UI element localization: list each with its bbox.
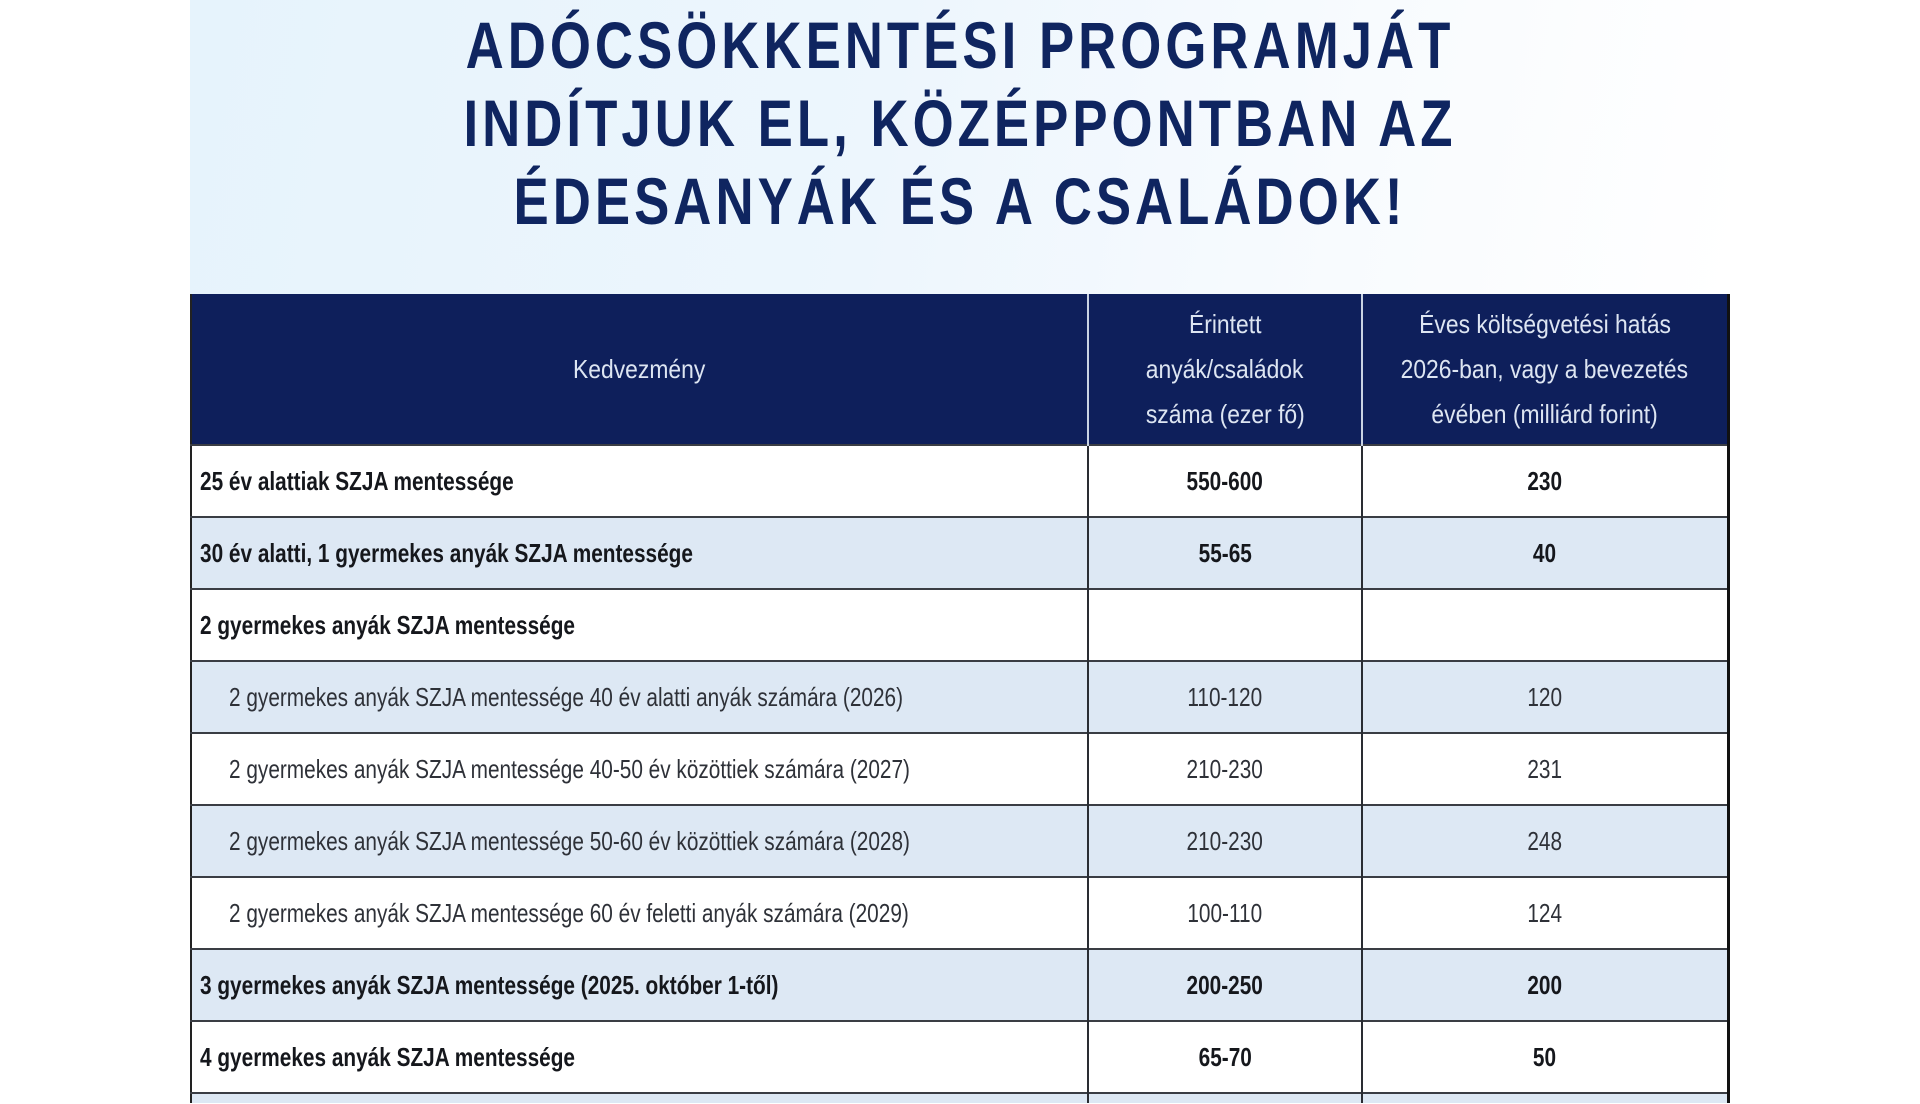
benefits-table [190, 294, 1730, 1103]
header-affected [1088, 294, 1362, 445]
benefit-cell [191, 949, 1088, 1021]
affected-cell [1088, 1021, 1362, 1093]
table-row [191, 1021, 1728, 1093]
affected-value: 210-230 [1186, 753, 1264, 784]
table-row [191, 589, 1728, 661]
table-row [191, 517, 1728, 589]
title-line-2: INDÍTJUK EL, KÖZÉPPONTBAN AZ [463, 86, 1457, 160]
budget-cell [1362, 1021, 1728, 1093]
affected-cell [1088, 589, 1362, 661]
header-affected-line-3: száma (ezer fő) [1145, 398, 1305, 429]
benefit-label: 2 gyermekes anyák SZJA mentessége 60 év feletti anyák számára (2029) [229, 897, 909, 928]
header-budget-line-1: Éves költségvetési hatás [1418, 308, 1671, 339]
affected-cell [1088, 1093, 1362, 1103]
header-budget-line-2: 2026-ban, vagy a bevezetés [1401, 353, 1689, 384]
affected-value: 550-600 [1186, 465, 1264, 496]
affected-cell [1088, 805, 1362, 877]
benefit-label: 4 gyermekes anyák SZJA mentessége [200, 1041, 575, 1072]
budget-value: 231 [1527, 753, 1563, 784]
budget-cell [1362, 877, 1728, 949]
benefit-label: 2 gyermekes anyák SZJA mentessége 40 év alatti anyák számára (2026) [229, 681, 904, 712]
table-row [191, 733, 1728, 805]
budget-value: 230 [1527, 465, 1563, 496]
benefit-cell [191, 877, 1088, 949]
header-benefit-label: Kedvezmény [573, 353, 706, 384]
benefit-cell [191, 517, 1088, 589]
page-title [190, 0, 1730, 294]
budget-cell [1362, 445, 1728, 517]
affected-value: 210-230 [1186, 825, 1264, 856]
table-row [191, 661, 1728, 733]
benefit-cell [191, 1093, 1088, 1103]
benefit-label: 2 gyermekes anyák SZJA mentessége 40-50 év közöttiek számára (2027) [229, 753, 910, 784]
affected-cell [1088, 877, 1362, 949]
affected-cell [1088, 949, 1362, 1021]
benefit-cell [191, 661, 1088, 733]
affected-value: 200-250 [1186, 969, 1264, 1000]
benefit-label: 25 év alattiak SZJA mentessége [200, 465, 514, 496]
budget-cell [1362, 589, 1728, 661]
budget-value: 124 [1527, 897, 1563, 928]
benefit-cell [191, 589, 1088, 661]
header-affected-line-2: anyák/családok [1146, 353, 1304, 384]
budget-value: 248 [1527, 825, 1563, 856]
affected-cell [1088, 517, 1362, 589]
header-budget [1362, 294, 1728, 445]
header-budget-line-3: évében (milliárd forint) [1431, 398, 1658, 429]
header-affected-line-1: Érintett [1188, 308, 1262, 339]
budget-cell [1362, 805, 1728, 877]
table-row [191, 445, 1728, 517]
table-row [191, 949, 1728, 1021]
budget-value: 200 [1527, 969, 1563, 1000]
affected-value: 110-120 [1187, 681, 1263, 712]
benefit-label: 30 év alatti, 1 gyermekes anyák SZJA mentessége [200, 537, 693, 568]
budget-cell [1362, 733, 1728, 805]
budget-value: 40 [1533, 537, 1557, 568]
benefit-label: 3 gyermekes anyák SZJA mentessége (2025. október 1-től) [200, 969, 779, 1000]
benefit-cell [191, 1021, 1088, 1093]
title-line-3: ÉDESANYÁK ÉS A CSALÁDOK! [513, 164, 1407, 238]
table-row [191, 805, 1728, 877]
affected-value: 55-65 [1198, 537, 1252, 568]
table-header-row [191, 294, 1728, 445]
budget-value: 50 [1533, 1041, 1557, 1072]
benefit-cell [191, 445, 1088, 517]
budget-cell [1362, 517, 1728, 589]
affected-value: 100-110 [1187, 897, 1263, 928]
header-benefit [191, 294, 1088, 445]
benefit-cell [191, 805, 1088, 877]
budget-cell [1362, 949, 1728, 1021]
budget-cell [1362, 1093, 1728, 1103]
budget-value: 120 [1527, 681, 1563, 712]
budget-cell [1362, 661, 1728, 733]
affected-cell [1088, 445, 1362, 517]
title-line-1: ADÓCSÖKKENTÉSI PROGRAMJÁT [465, 8, 1455, 82]
benefit-label: 2 gyermekes anyák SZJA mentessége [200, 609, 575, 640]
affected-cell [1088, 733, 1362, 805]
affected-value: 65-70 [1198, 1041, 1252, 1072]
table-row [191, 877, 1728, 949]
benefit-cell [191, 733, 1088, 805]
affected-cell [1088, 661, 1362, 733]
table-row-cut-off [191, 1093, 1728, 1103]
benefit-label: 2 gyermekes anyák SZJA mentessége 50-60 év közöttiek számára (2028) [229, 825, 910, 856]
